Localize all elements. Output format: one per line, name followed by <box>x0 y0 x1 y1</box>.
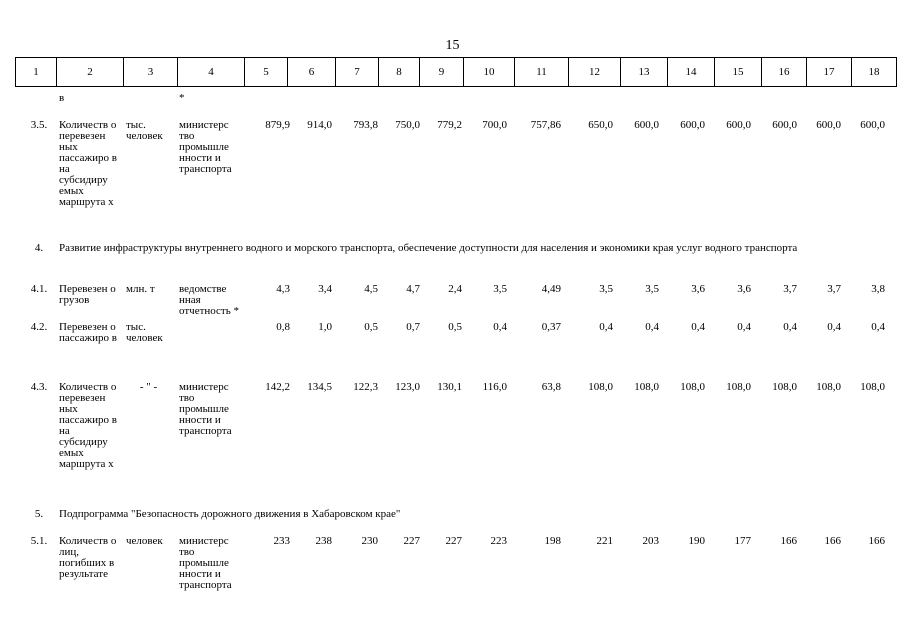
unit: тыс. человек <box>126 119 163 142</box>
value-cell: 3,5 <box>599 283 613 295</box>
header-cell: 7 <box>336 58 379 87</box>
value-cell: 779,2 <box>437 119 462 131</box>
value-cell: 3,5 <box>493 283 507 295</box>
value-cell: 223 <box>490 535 507 547</box>
header-cell: 6 <box>288 58 336 87</box>
data-source: министерс тво промышле нности и транспорта <box>179 119 232 175</box>
value-cell: 1,0 <box>318 321 332 333</box>
value-cell: 4,49 <box>541 283 561 295</box>
value-cell: 108,0 <box>680 381 705 393</box>
value-cell: 166 <box>868 535 885 547</box>
header-cell: 1 <box>16 58 57 87</box>
value-cell: 0,4 <box>827 321 841 333</box>
header-cell: 15 <box>715 58 762 87</box>
value-cell: 227 <box>403 535 420 547</box>
value-cell: 0,37 <box>541 321 561 333</box>
value-cell: 0,5 <box>448 321 462 333</box>
section-number: 5. <box>34 508 44 520</box>
value-cell: 3,7 <box>827 283 841 295</box>
value-cell: 238 <box>315 535 332 547</box>
value-cell: 0,4 <box>691 321 705 333</box>
header-cell: 8 <box>379 58 420 87</box>
value-cell: 600,0 <box>816 119 841 131</box>
value-cell: 0,4 <box>737 321 751 333</box>
section-title: Развитие инфраструктуры внутреннего водного и морского транспорта, обеспечение доступности для населения и экономики края услуг водного транспорта <box>59 242 798 254</box>
value-cell: 0,7 <box>406 321 420 333</box>
value-cell: 63,8 <box>541 381 561 393</box>
header-cell: 18 <box>852 58 897 87</box>
value-cell: 4,3 <box>276 283 290 295</box>
value-cell: 108,0 <box>816 381 841 393</box>
value-cell: 793,8 <box>353 119 378 131</box>
value-cell: 0,8 <box>276 321 290 333</box>
value-cell: 166 <box>780 535 797 547</box>
row-number: 5.1. <box>30 535 48 547</box>
row-number: 4.2. <box>30 321 48 333</box>
value-cell: 700,0 <box>482 119 507 131</box>
value-cell: 757,86 <box>530 119 561 131</box>
value-cell: 134,5 <box>307 381 332 393</box>
value-cell: 116,0 <box>482 381 507 393</box>
value-cell: 230 <box>361 535 378 547</box>
indicator-name: Перевезен о грузов <box>59 283 116 306</box>
indicator-name: Перевезен о пассажиро в <box>59 321 117 344</box>
value-cell: 0,4 <box>493 321 507 333</box>
value-cell: 108,0 <box>726 381 751 393</box>
value-cell: 879,9 <box>265 119 290 131</box>
value-cell: 750,0 <box>395 119 420 131</box>
data-source: министерс тво промышле нности и транспорта <box>179 381 232 437</box>
value-cell: 600,0 <box>860 119 885 131</box>
value-cell: 0,4 <box>783 321 797 333</box>
unit: - " - <box>139 381 158 393</box>
value-cell: 2,4 <box>448 283 462 295</box>
value-cell: 198 <box>544 535 561 547</box>
value-cell: 108,0 <box>772 381 797 393</box>
value-cell: 4,5 <box>364 283 378 295</box>
unit: человек <box>126 535 163 547</box>
data-source: министерс тво промышле нности и транспорта <box>179 535 232 591</box>
value-cell: 123,0 <box>395 381 420 393</box>
value-cell: 142,2 <box>265 381 290 393</box>
value-cell: 0,5 <box>364 321 378 333</box>
value-cell: 914,0 <box>307 119 332 131</box>
row-number: 4.1. <box>30 283 48 295</box>
indicator-name: Количеств о лиц, погибших в результате <box>59 535 117 580</box>
value-cell: 0,4 <box>599 321 613 333</box>
value-cell: 130,1 <box>437 381 462 393</box>
data-source: * <box>179 92 185 104</box>
header-cell: 17 <box>807 58 852 87</box>
section-title: Подпрограмма "Безопасность дорожного движения в Хабаровском крае" <box>59 508 401 520</box>
value-cell: 221 <box>596 535 613 547</box>
column-number-header <box>15 57 897 87</box>
section-number: 4. <box>34 242 44 254</box>
value-cell: 108,0 <box>588 381 613 393</box>
indicator-name: в <box>59 92 65 104</box>
value-cell: 227 <box>445 535 462 547</box>
value-cell: 600,0 <box>680 119 705 131</box>
value-cell: 203 <box>642 535 659 547</box>
header-cell: 13 <box>621 58 668 87</box>
value-cell: 108,0 <box>634 381 659 393</box>
value-cell: 108,0 <box>860 381 885 393</box>
header-cell: 11 <box>515 58 569 87</box>
header-cell: 2 <box>57 58 124 87</box>
value-cell: 0,4 <box>871 321 885 333</box>
indicator-name: Количеств о перевезен ных пассажиро в на субсидиру емых маршрута х <box>59 119 117 208</box>
value-cell: 3,5 <box>645 283 659 295</box>
value-cell: 177 <box>734 535 751 547</box>
row-number: 3.5. <box>30 119 48 131</box>
header-cell: 3 <box>124 58 178 87</box>
value-cell: 3,7 <box>783 283 797 295</box>
value-cell: 600,0 <box>726 119 751 131</box>
value-cell: 3,4 <box>318 283 332 295</box>
value-cell: 190 <box>688 535 705 547</box>
indicator-name: Количеств о перевезен ных пассажиро в на субсидиру емых маршрута х <box>59 381 117 470</box>
header-cell: 4 <box>178 58 245 87</box>
page-number: 15 <box>445 38 460 53</box>
data-source: ведомстве нная отчетность * <box>179 283 240 317</box>
value-cell: 4,7 <box>406 283 420 295</box>
unit: млн. т <box>126 283 155 295</box>
value-cell: 166 <box>824 535 841 547</box>
row-number: 4.3. <box>30 381 48 393</box>
value-cell: 0,4 <box>645 321 659 333</box>
value-cell: 233 <box>273 535 290 547</box>
value-cell: 122,3 <box>353 381 378 393</box>
header-cell: 10 <box>464 58 515 87</box>
value-cell: 650,0 <box>588 119 613 131</box>
header-cell: 14 <box>668 58 715 87</box>
value-cell: 3,6 <box>691 283 705 295</box>
header-cell: 12 <box>569 58 621 87</box>
value-cell: 600,0 <box>634 119 659 131</box>
header-cell: 9 <box>420 58 464 87</box>
value-cell: 3,8 <box>871 283 885 295</box>
value-cell: 3,6 <box>737 283 751 295</box>
header-cell: 5 <box>245 58 288 87</box>
unit: тыс. человек <box>126 321 163 344</box>
value-cell: 600,0 <box>772 119 797 131</box>
header-cell: 16 <box>762 58 807 87</box>
